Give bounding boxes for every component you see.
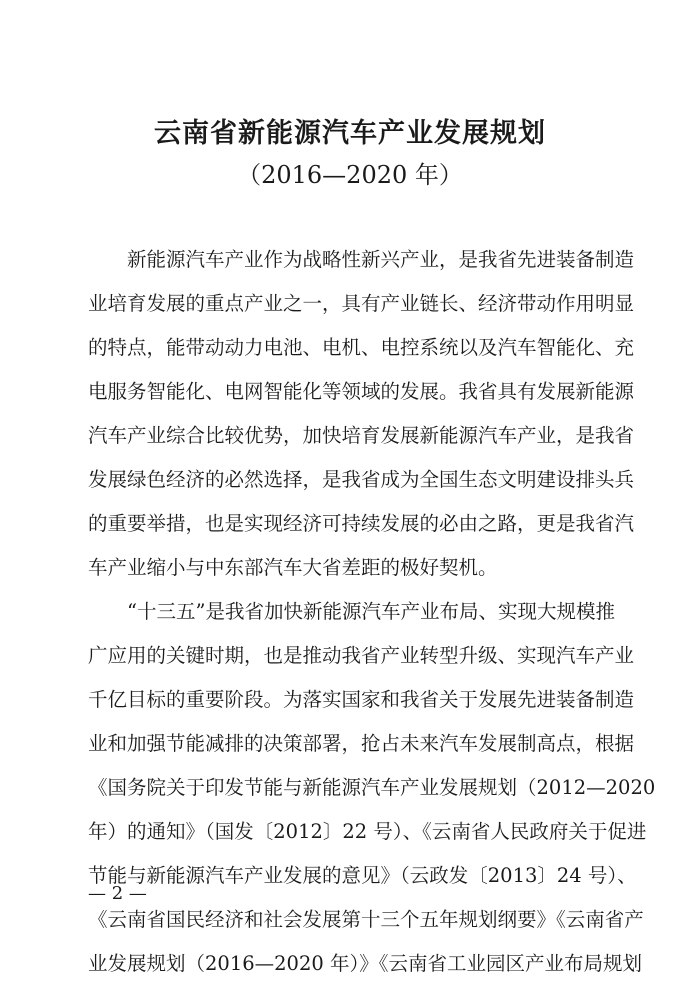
text-line: 汽车产业综合比较优势，加快培育发展新能源汽车产业，是我省 xyxy=(88,424,635,447)
text-line: 的特点，能带动动力电池、电机、电控系统以及汽车智能化、充 xyxy=(88,336,635,359)
text-line: 业和加强节能减排的决策部署，抢占未来汽车发展制高点，根据 xyxy=(88,732,635,755)
text-line: 发展绿色经济的必然选择，是我省成为全国生态文明建设排头兵 xyxy=(88,468,635,491)
text-line: 业培育发展的重点产业之一，具有产业链长、经济带动作用明显 xyxy=(88,292,635,315)
document-subtitle: （2016—2020 年） xyxy=(237,161,463,189)
text-line: 节能与新能源汽车产业发展的意见》（云政发〔2013〕24 号）、 xyxy=(88,864,637,887)
paragraph-2 xyxy=(88,590,656,986)
page-number: — 2 — xyxy=(88,883,147,904)
text-line: 电服务智能化、电网智能化等领域的发展。我省具有发展新能源 xyxy=(88,380,635,403)
text-line: 广应用的关键时期，也是推动我省产业转型升级、实现汽车产业 xyxy=(88,644,635,667)
text-line: “十三五”是我省加快新能源汽车产业布局、实现大规模推 xyxy=(127,600,615,623)
document-body xyxy=(88,238,656,986)
text-line: 千亿目标的重要阶段。为落实国家和我省关于发展先进装备制造 xyxy=(88,688,635,711)
text-line: 车产业缩小与中东部汽车大省差距的极好契机。 xyxy=(88,556,498,579)
text-line: 年）的通知》（国发〔2012〕22 号）、《云南省人民政府关于促进 xyxy=(88,820,647,843)
text-line: 《云南省国民经济和社会发展第十三个五年规划纲要》《云南省产 xyxy=(88,908,644,931)
text-line: 的重要举措，也是实现经济可持续发展的必由之路，更是我省汽 xyxy=(88,512,635,535)
text-line: 业发展规划（2016—2020 年）》《云南省工业园区产业布局规划 xyxy=(88,952,642,975)
paragraph-1 xyxy=(88,238,635,590)
text-line: 《国务院关于印发节能与新能源汽车产业发展规划（2012—2020 xyxy=(88,776,656,799)
text-line: 新能源汽车产业作为战略性新兴产业，是我省先进装备制造 xyxy=(127,248,635,271)
document-title: 云南省新能源汽车产业发展规划 xyxy=(154,118,546,149)
